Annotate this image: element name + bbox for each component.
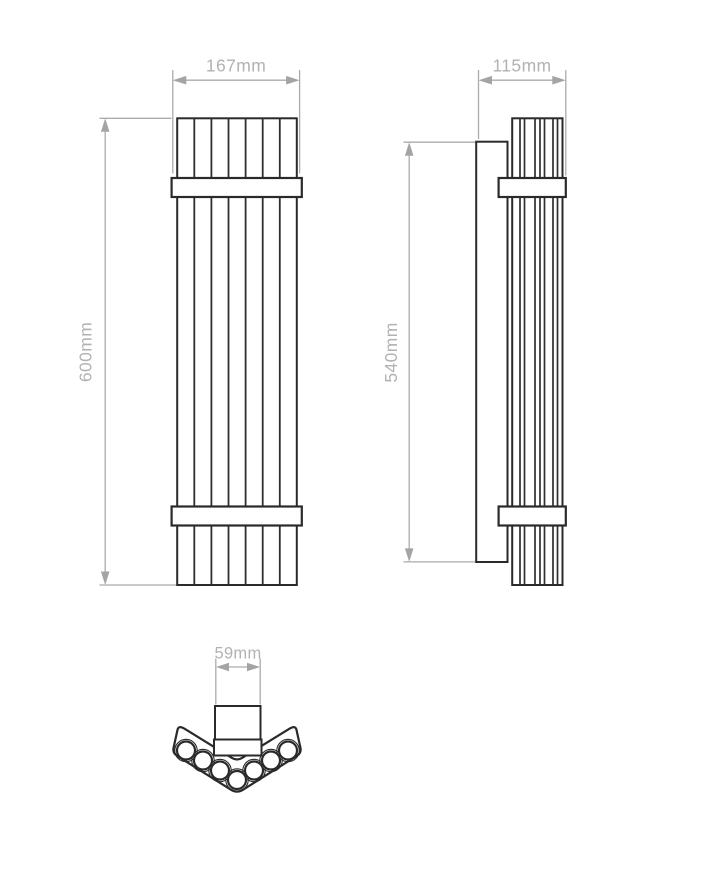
tube-circle <box>177 742 195 760</box>
side-view <box>381 56 566 586</box>
arrow-right-icon <box>286 76 300 85</box>
tube-circle <box>211 762 229 780</box>
arrow-down-icon <box>101 572 110 586</box>
front-height-label: 600mm <box>75 321 96 383</box>
arrow-up-icon <box>101 118 110 132</box>
clamp-band-top <box>499 178 566 197</box>
wall-plate <box>476 142 507 562</box>
front-fixture-body <box>172 118 302 585</box>
mount-box <box>215 706 261 740</box>
arrow-left-icon <box>173 76 187 85</box>
arrow-right-icon <box>552 76 566 85</box>
side-height-label: 540mm <box>380 322 401 383</box>
clamp-band-bottom <box>499 507 566 526</box>
tube-circle <box>279 742 297 760</box>
front-view <box>76 56 302 586</box>
clamp-band-bottom <box>172 507 302 526</box>
arrow-left-icon <box>216 663 229 671</box>
bottom-width-label: 59mm <box>214 644 262 663</box>
bottom-width-dimension <box>216 659 260 705</box>
arrow-right-icon <box>247 663 260 671</box>
arrow-up-icon <box>405 142 414 156</box>
tube-circle <box>228 771 246 789</box>
mount-box-base <box>214 740 262 756</box>
tube-circle <box>194 752 212 770</box>
tube-circle <box>245 762 263 780</box>
side-height-dimension <box>404 142 476 562</box>
bottom-view <box>173 645 300 792</box>
clamp-band-top <box>172 178 302 197</box>
tube-circle <box>262 752 280 770</box>
arrow-down-icon <box>405 548 414 562</box>
bottom-fixture-body <box>173 706 300 792</box>
front-width-label: 167mm <box>205 55 267 76</box>
side-width-label: 115mm <box>492 55 552 76</box>
side-fixture-body <box>476 118 566 585</box>
arrow-left-icon <box>479 76 493 85</box>
front-height-dimension <box>100 118 177 585</box>
